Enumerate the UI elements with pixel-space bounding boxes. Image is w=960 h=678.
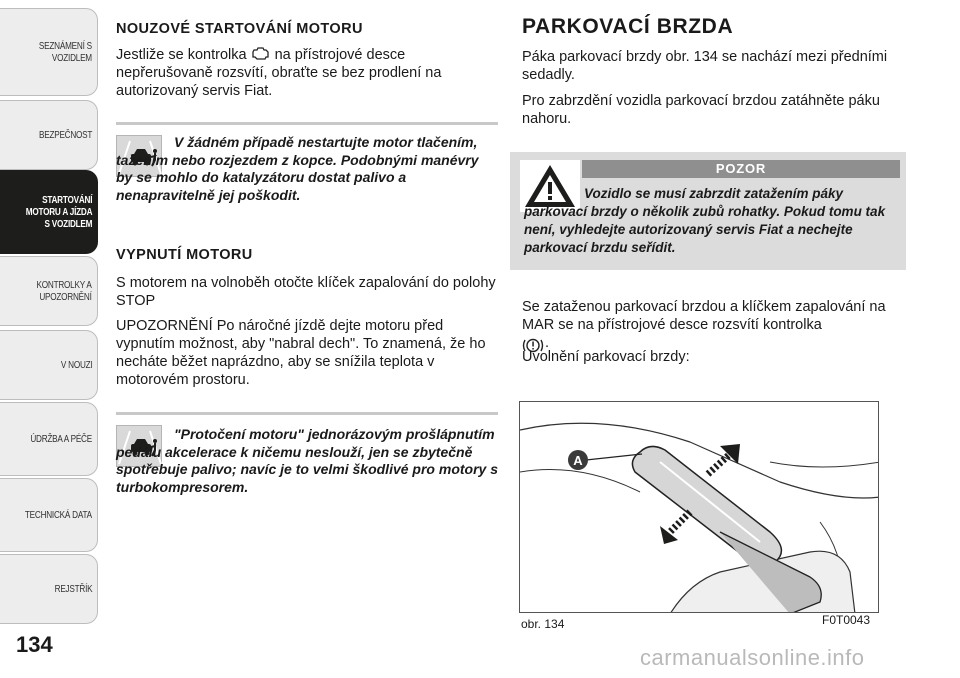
right-column-lower — [522, 298, 902, 370]
warning-note-1 — [116, 122, 498, 203]
indicator-line — [522, 334, 902, 370]
page-title: PARKOVACÍ BRZDA — [522, 15, 734, 38]
left-column — [116, 20, 498, 100]
warning-text-2: "Protočení motoru" jednorázovým prošlápnutím pedálu akcelerace k ničemu neslouží, jen se zbytečně spotřebuje palivo; navíc je to velmi škodlivé pro motory s turbokompresorem. — [116, 426, 498, 495]
parking-brake-illustration — [520, 402, 879, 613]
tab-label: TECHNICKÁ DATA — [25, 509, 92, 521]
tab-label: REJSTŘÍK — [54, 583, 92, 595]
paragraph-engine-off-1: S motorem na volnoběh otočte klíček zapalování do polohy STOP — [116, 275, 496, 309]
tab-label: STARTOVÁNÍ MOTORU A JÍZDA S VOZIDLEM — [25, 194, 92, 230]
right-column — [522, 15, 902, 128]
paragraph-brake-engage: Pro zabrzdění vozidla parkovací brzdou zatáhněte páku nahoru. — [522, 93, 880, 127]
figure-code: F0T0043 — [822, 613, 871, 627]
figure-label-a: A — [573, 453, 583, 468]
tab-emergency[interactable] — [0, 330, 98, 400]
text: . — [545, 335, 550, 351]
tab-starting-driving[interactable] — [0, 170, 98, 254]
engine-off-section — [116, 246, 498, 389]
paragraph-release: Uvolnění parkovací brzdy: — [522, 349, 690, 365]
tab-safety[interactable] — [0, 100, 98, 170]
text: Se zataženou parkovací brzdou a klíčkem zapalování na MAR se na přístrojové desce rozsvítí kontrolka — [522, 299, 886, 333]
tab-label: V NOUZI — [60, 359, 92, 371]
warning-text-1: V žádném případě nestartujte motor tlačením, tažením nebo rozjezdem z kopce. Podobnými manévry by se mohlo do katalyzátoru dostat palivo a nenapravitelně jej poškodit. — [116, 134, 479, 203]
warning-note-2 — [116, 412, 498, 495]
caution-text: Vozidlo se musí zabrzdit zatažením páky parkovací brzdy o několik zubů rohatky. Pokud tomu tak není, vyhledejte autorizovaný servis Fiat a nechejte parkovací brzdu seřídit. — [524, 186, 886, 255]
tab-label: KONTROLKY A UPOZORNĚNÍ — [36, 279, 92, 303]
tab-index[interactable] — [0, 554, 98, 624]
caution-box — [510, 152, 906, 270]
caution-label: POZOR — [582, 160, 900, 178]
watermark: carmanualsonline.info — [640, 645, 865, 670]
figure-parking-brake — [519, 401, 879, 613]
figure-caption: obr. 134 — [521, 617, 565, 631]
paragraph-engine-off-2: UPOZORNĚNÍ Po náročné jízdě dejte motoru před vypnutím možnost, aby "nabral dech". To znamená, že ho necháte běžet naprázdno, aby se snížila teplota v motorovém prostoru. — [116, 318, 486, 388]
engine-warning-icon — [251, 46, 271, 61]
tab-warnings[interactable] — [0, 256, 98, 326]
tab-label: ÚDRŽBA A PÉČE — [30, 433, 92, 445]
heading-engine-off: VYPNUTÍ MOTORU — [116, 247, 253, 263]
tab-technical-data[interactable] — [0, 478, 98, 552]
tab-label: SEZNÁMENÍ S VOZIDLEM — [39, 40, 92, 64]
page-number: 134 — [16, 632, 53, 657]
paragraph-emergency — [116, 46, 498, 100]
paragraph-brake-location: Páka parkovací brzdy obr. 134 se nachází mezi předními sedadly. — [522, 49, 888, 83]
paragraph-brake-indicator — [522, 298, 902, 334]
tab-introduction[interactable] — [0, 8, 98, 96]
text: na přístrojové desce nepřerušovaně rozsvítí, obraťte se bez prodlení na autorizovaný servis Fiat. — [116, 47, 442, 99]
tab-maintenance[interactable] — [0, 402, 98, 476]
text: Jestliže se kontrolka — [116, 47, 251, 63]
tab-label: BEZPEČNOST — [38, 129, 92, 141]
heading-emergency-start: NOUZOVÉ STARTOVÁNÍ MOTORU — [116, 21, 363, 37]
